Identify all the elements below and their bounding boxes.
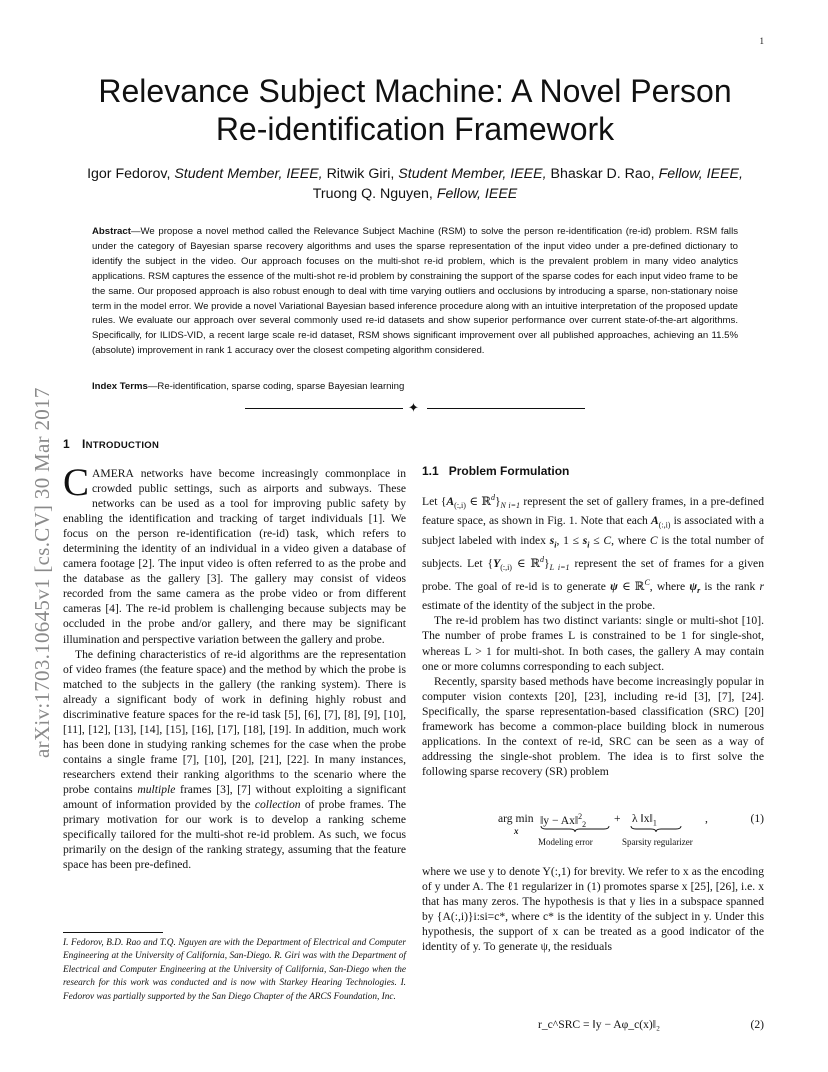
emphasis-multiple: multiple — [137, 782, 176, 796]
eq1-number: (1) — [750, 812, 764, 825]
divider-line-left — [245, 408, 403, 409]
math-range: L i=1 — [549, 563, 570, 573]
eq1-sub: 1 — [652, 818, 657, 828]
footnote-rule — [63, 932, 163, 933]
section-title-initial: I — [81, 437, 86, 451]
underbrace-icon — [540, 825, 610, 833]
intro-paragraph-2 — [63, 647, 406, 873]
text: is the rank — [700, 580, 760, 594]
title-line-1: Relevance Subject Machine: A Novel Person — [98, 73, 732, 109]
problem-paragraph-1 — [422, 490, 764, 613]
emphasis-collection: collection — [254, 798, 301, 812]
math-symbol: C — [649, 533, 658, 547]
author-name: Truong Q. Nguyen, — [312, 186, 433, 202]
author-name: Bhaskar D. Rao, — [550, 166, 655, 182]
eq1-label-modeling-error: Modeling error — [538, 837, 593, 847]
text: ∈ ℝ — [511, 556, 541, 570]
abstract-label: Abstract — [92, 226, 131, 237]
subsection-title: Problem Formulation — [448, 464, 570, 478]
text: is the total number of subjects. Let { — [422, 533, 764, 570]
index-terms — [92, 380, 738, 394]
drop-cap-lead: AMERA — [92, 467, 134, 480]
problem-paragraph-3: Recently, sparsity based methods have become increasingly popular in computer vision contexts [20], [23], including re-id [3], [7], [24]. Specifically, the sparse representation-based classification (SRC) [20] framework has become a common-place building block in numerous applications. In the context of re-id, SRC can be seen as a way of addressing the single-shot problem. The idea is to first solve the following sparse recovery (SR) problem — [422, 674, 764, 778]
eq1-sup: 2 — [578, 812, 583, 821]
author-affiliation: Student Member, IEEE, — [398, 166, 547, 182]
eq1-norm: ‖y − Ax‖ — [540, 813, 579, 827]
left-column — [63, 461, 407, 872]
arxiv-identifier-stamp: arXiv:1703.10645v1 [cs.CV] 30 Mar 2017 — [30, 387, 54, 758]
problem-paragraph-4: where we use y to denote Y(:,1) for brevity. We refer to x as the encoding of y under A. The ℓ1 regularizer in (1) promotes sparse x [25], [26], i.e. x that has many zeros. The hypothesis is that y lies in a subspace spanned by {A(:,i)}i:si=c*, where c* is the identity of the subject in y. Under this hypothesis, the support of x can be treated as a good indicator of the identity of y. To generate ψ, the residuals — [422, 865, 764, 954]
eq1-argmin-subscript: x — [514, 826, 519, 836]
text: ∈ ℝ — [465, 494, 491, 508]
text: is associated with a subject labeled with index — [422, 514, 764, 547]
right-column-continued — [422, 864, 764, 954]
subsection-heading-problem-formulation — [422, 464, 569, 478]
intro-paragraph-1 — [63, 461, 406, 647]
eq1-norm: λ ‖x‖ — [632, 812, 653, 825]
author-line-2 — [60, 184, 770, 204]
equation-2 — [422, 1018, 764, 1040]
eq2-body: r_c^SRC = ‖y − Aφ_c(x)‖₂ — [538, 1018, 661, 1031]
math-sub: i — [587, 539, 590, 549]
math-symbol: ψ — [689, 580, 698, 594]
math-symbol: s — [582, 533, 588, 547]
math-sub: (:,i) — [500, 563, 512, 573]
author-list — [60, 164, 770, 204]
math-sub: r — [697, 586, 701, 596]
author-line-1 — [60, 164, 770, 184]
math-sup: C — [644, 578, 650, 588]
eq1-plus: + — [614, 812, 621, 825]
equation-1 — [422, 808, 764, 850]
intro-text: frames [3], [7] without exploiting a significant amount of information provided by the — [63, 782, 406, 812]
math-symbol: C — [603, 533, 612, 547]
eq2-number: (2) — [750, 1018, 764, 1031]
index-terms-label: Index Terms — [92, 381, 148, 392]
text: ≤ — [589, 533, 604, 547]
math-symbol: s — [549, 533, 555, 547]
math-symbol: Y — [493, 556, 501, 570]
underbrace-icon — [630, 825, 682, 833]
math-range: N i=1 — [500, 501, 520, 511]
footnote: I. Fedorov, B.D. Rao and T.Q. Nguyen are with the Department of Electrical and Computer Engineering at the University of California, San-Diego. R. Giri was with the Department of Electrical and Computer Engineering at the University of California, San-Diego when the research for this work was conducted and is now with Starkey Hearing Technologies. I. Fedorov was partially supported by the San Diego Chapter of the ARCS Foundation, Inc. — [63, 938, 406, 1002]
math-sub: i — [554, 539, 557, 549]
index-terms-text: —Re-identification, sparse coding, sparse Bayesian learning — [147, 381, 405, 392]
paper-title — [60, 72, 770, 148]
text: , where — [611, 533, 650, 547]
math-sub: (:,i) — [658, 520, 671, 530]
subsection-number: 1.1 — [422, 464, 439, 478]
eq1-label-sparsity-regularizer: Sparsity regularizer — [622, 837, 693, 847]
divider-line-right — [427, 408, 585, 409]
math-symbol: ψ — [610, 580, 618, 594]
author-name: Ritwik Giri, — [326, 166, 395, 182]
text: Let { — [422, 494, 447, 508]
math-sup: d — [490, 493, 495, 502]
section-number: 1 — [63, 437, 70, 451]
problem-paragraph-2: The re-id problem has two distinct variants: single or multi-shot [10]. The number of probe frames L is constrained to be 1 for single-shot, whereas L > 1 for multi-shot. In both cases, the gallery A may contain one or more columns corresponding to each subject. — [422, 614, 764, 673]
drop-cap: C — [63, 461, 90, 504]
text: } — [544, 556, 550, 570]
math-symbol: A — [650, 514, 659, 528]
text: , where — [649, 580, 690, 594]
math-symbol: A — [446, 494, 455, 508]
author-affiliation: Fellow, IEEE, — [658, 166, 743, 182]
text: ∈ ℝ — [617, 580, 645, 594]
eq1-sub: 2 — [582, 820, 587, 830]
abstract — [92, 225, 738, 359]
text: represent the set of frames for a given probe. The goal of re-id is to generate — [422, 556, 765, 594]
intro-paragraph-1-text: networks have become increasingly commonplace in crowded public settings, such as airports and subways. These networks can be used as a tool for improving public safety by enabling the identification and tracking of target individuals [1]. We focus on the person re-identification (re-id) task, which refers to determining the identity of an individual in a video given a database of camera footage [2]. The input video is often referred to as the probe and the database as the gallery [3]. The gallery may consist of videos recorded from the same camera as the probe video or from different cameras [4]. The re-id problem is challenging because subjects may be occluded in the probe and/or gallery, and there may be significant illumination and perspective variation between the gallery and probe. — [63, 467, 406, 646]
text: represent the set of gallery frames, in a pre-defined feature space, as shown in Fig. 1. Note that each — [422, 494, 764, 528]
text: estimate of the identity of the subject in the probe. — [422, 599, 656, 613]
author-name: Igor Fedorov, — [87, 166, 171, 182]
section-divider — [245, 400, 585, 416]
section-title-rest: NTRODUCTION — [85, 440, 160, 451]
text: , 1 ≤ — [556, 533, 583, 547]
math-sup: d — [540, 554, 545, 564]
title-line-2: Re-identification Framework — [215, 111, 615, 147]
abstract-text: —We propose a novel method called the Relevance Subject Machine (RSM) to solve the person re-identification (re-id) problem. RSM falls under the category of Bayesian sparse recovery algorithms and uses the sparse representation of the input video under a pre-defined dictionary to identify the subject in the video. Our approach focuses on the multi-shot re-id problem, which is the prevalent problem in many video analytics applications. RSM captures the essence of the multi-shot re-id problem by constraining the support of the sparse codes for each input video frame to be the same. Our proposed approach is also robust enough to deal with time varying outliers and occlusions by introducing a sparse, non-stationary noise term in the model error. We provide a novel Variational Bayesian based inference procedure along with an intuitive interpretation of the proposed update rules. We evaluate our approach over several commonly used re-id datasets and show superior performance over current state-of-the-art algorithms. Specifically, for ILIDS-VID, a recent large scale re-id dataset, RSM shows significant improvement over all published approaches, achieving an 11.5% (absolute) improvement in rank 1 accuracy over the closest competing algorithm considered. — [92, 226, 738, 357]
intro-text: of probe frames. The primary motivation for our work is to develop a ranking scheme specifically tailored for the multi-shot re-id problem. As such, we focus primarily on the design of the ranking strategy, assuming that the feature space has been pre-defined. — [63, 798, 407, 872]
eq1-argmin: arg min — [498, 812, 534, 825]
math-sub: (:,i) — [454, 501, 466, 511]
intro-text: The defining characteristics of re-id algorithms are the representation of video frames (the feature space) and the method by which the probe is matched to the subjects in the gallery (the ranking system). There is already a significant body of work in defining highly robust and discriminative feature spaces for the re-id task [5], [6], [7], [8], [9], [10], [11], [12], [13], [14], [15], [16], [17], [18], [19]. In addition, much work has been done in studying ranking schemes for the case when the probe contains a single frame [7], [10], [20], [21], [22]. In many instances, researchers extend their ranking algorithms to the scenario where the probe contains — [63, 647, 406, 796]
page-number: 1 — [759, 36, 764, 46]
author-affiliation: Student Member, IEEE, — [174, 166, 323, 182]
right-column — [422, 490, 764, 779]
section-heading-introduction — [63, 437, 159, 451]
author-affiliation: Fellow, IEEE — [436, 186, 518, 202]
eq1-comma: , — [705, 812, 708, 825]
divider-star-icon: ✦ — [408, 400, 419, 415]
math-symbol: r — [759, 580, 764, 594]
text: } — [494, 494, 501, 508]
